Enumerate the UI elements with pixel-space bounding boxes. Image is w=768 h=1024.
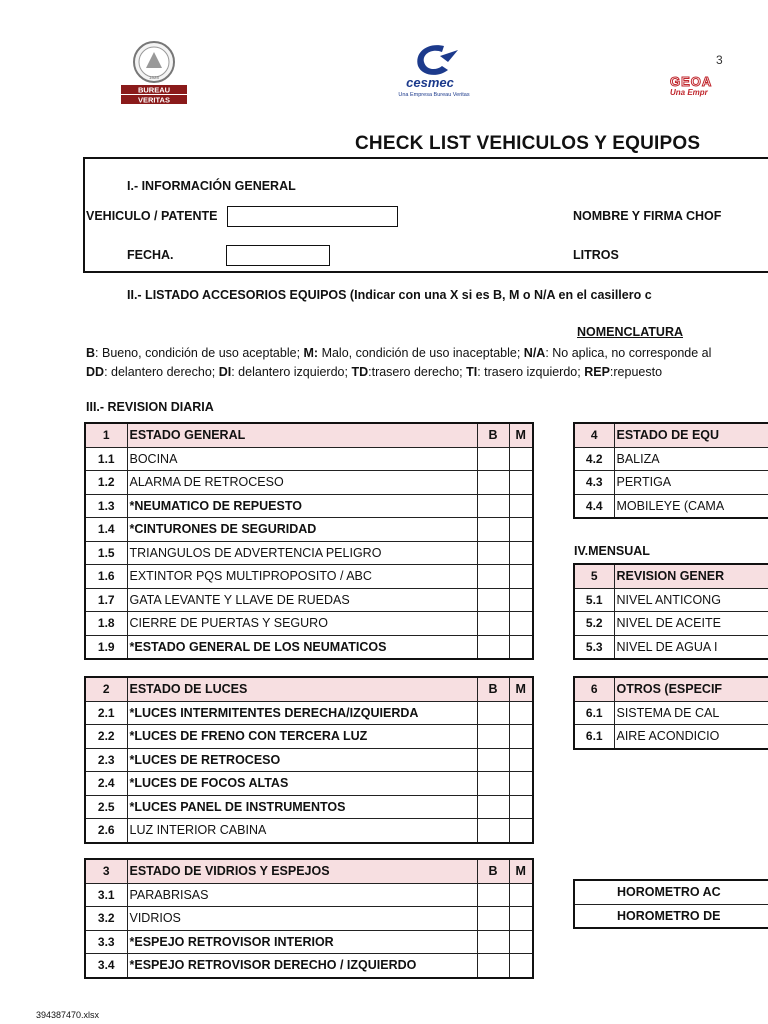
item-number: 1.8 bbox=[85, 612, 127, 636]
table-row bbox=[85, 494, 533, 518]
table-row bbox=[574, 701, 768, 725]
item-label: *LUCES DE FOCOS ALTAS bbox=[127, 772, 477, 796]
section-title: OTROS (ESPECIF bbox=[614, 677, 768, 701]
check-m-cell[interactable] bbox=[509, 541, 533, 565]
item-number: 1.1 bbox=[85, 447, 127, 471]
check-b-cell[interactable] bbox=[477, 725, 509, 749]
item-label: BALIZA bbox=[614, 447, 768, 471]
item-label: NIVEL DE ACEITE bbox=[614, 612, 768, 636]
col-m-header: M bbox=[509, 677, 533, 701]
bv-line2: VERITAS bbox=[138, 95, 170, 105]
table-row bbox=[85, 907, 533, 931]
check-m-cell[interactable] bbox=[509, 635, 533, 659]
item-label: LUZ INTERIOR CABINA bbox=[127, 819, 477, 843]
section-number: 1 bbox=[85, 423, 127, 447]
col-m-header: M bbox=[509, 423, 533, 447]
check-m-cell[interactable] bbox=[509, 954, 533, 978]
check-b-cell[interactable] bbox=[477, 541, 509, 565]
check-m-cell[interactable] bbox=[509, 447, 533, 471]
item-number: 4.2 bbox=[574, 447, 614, 471]
table-row bbox=[574, 612, 768, 636]
check-b-cell[interactable] bbox=[477, 748, 509, 772]
table-otros bbox=[573, 676, 768, 750]
item-label: PERTIGA bbox=[614, 471, 768, 495]
table-row bbox=[85, 588, 533, 612]
page-title: CHECK LIST VEHICULOS Y EQUIPOS bbox=[355, 133, 701, 154]
table-row bbox=[574, 494, 768, 518]
table-row bbox=[85, 612, 533, 636]
geo-tagline: Una Empr bbox=[670, 88, 708, 97]
table-row bbox=[85, 795, 533, 819]
check-b-cell[interactable] bbox=[477, 518, 509, 542]
table-row bbox=[574, 635, 768, 659]
item-label: *LUCES INTERMITENTES DERECHA/IZQUIERDA bbox=[127, 701, 477, 725]
item-number: 1.4 bbox=[85, 518, 127, 542]
table-row bbox=[85, 883, 533, 907]
table-row bbox=[574, 725, 768, 749]
check-b-cell[interactable] bbox=[477, 954, 509, 978]
item-number: 1.6 bbox=[85, 565, 127, 589]
bv-year: 1828 bbox=[148, 75, 160, 80]
check-b-cell[interactable] bbox=[477, 819, 509, 843]
check-m-cell[interactable] bbox=[509, 748, 533, 772]
nomenclatura-title: NOMENCLATURA bbox=[577, 325, 684, 339]
section3-heading: III.- REVISION DIARIA bbox=[86, 400, 214, 414]
table-row bbox=[574, 471, 768, 495]
col-b-header: B bbox=[477, 423, 509, 447]
table-row bbox=[85, 541, 533, 565]
item-label: NIVEL ANTICONG bbox=[614, 588, 768, 612]
section-title: ESTADO DE LUCES bbox=[127, 677, 477, 701]
item-number: 2.1 bbox=[85, 701, 127, 725]
page-marker: 3 bbox=[716, 53, 723, 67]
check-b-cell[interactable] bbox=[477, 772, 509, 796]
check-m-cell[interactable] bbox=[509, 883, 533, 907]
item-label: AIRE ACONDICIO bbox=[614, 725, 768, 749]
check-m-cell[interactable] bbox=[509, 907, 533, 931]
section2-heading: II.- LISTADO ACCESORIOS EQUIPOS (Indicar con una X si es B, M o N/A en el casillero c bbox=[127, 288, 652, 302]
item-label: *CINTURONES DE SEGURIDAD bbox=[127, 518, 477, 542]
horometro-row[interactable]: HOROMETRO AC bbox=[574, 880, 768, 904]
item-number: 2.5 bbox=[85, 795, 127, 819]
table-row bbox=[85, 701, 533, 725]
item-number: 4.3 bbox=[574, 471, 614, 495]
cesmec-tagline: Una Empresa Bureau Veritas bbox=[398, 92, 470, 98]
check-b-cell[interactable] bbox=[477, 883, 509, 907]
item-number: 1.3 bbox=[85, 494, 127, 518]
item-number: 3.3 bbox=[85, 930, 127, 954]
check-m-cell[interactable] bbox=[509, 772, 533, 796]
item-number: 3.2 bbox=[85, 907, 127, 931]
check-b-cell[interactable] bbox=[477, 471, 509, 495]
item-label: TRIANGULOS DE ADVERTENCIA PELIGRO bbox=[127, 541, 477, 565]
table-row bbox=[85, 930, 533, 954]
table-horometros bbox=[573, 879, 768, 929]
item-number: 1.5 bbox=[85, 541, 127, 565]
check-m-cell[interactable] bbox=[509, 471, 533, 495]
table-row bbox=[85, 954, 533, 978]
check-m-cell[interactable] bbox=[509, 795, 533, 819]
item-number: 2.3 bbox=[85, 748, 127, 772]
table-estado-equipos bbox=[573, 422, 768, 519]
item-number: 6.1 bbox=[574, 701, 614, 725]
check-m-cell[interactable] bbox=[509, 701, 533, 725]
item-number: 4.4 bbox=[574, 494, 614, 518]
check-b-cell[interactable] bbox=[477, 907, 509, 931]
fecha-label: FECHA. bbox=[127, 248, 174, 262]
table-row bbox=[85, 518, 533, 542]
table-revision-general bbox=[573, 563, 768, 660]
mensual-heading: IV.MENSUAL bbox=[574, 544, 650, 558]
table-row bbox=[85, 471, 533, 495]
geo-logo bbox=[668, 50, 768, 100]
col-m-header: M bbox=[509, 859, 533, 883]
section-number: 5 bbox=[574, 564, 614, 588]
geo-name: GEOA bbox=[670, 74, 713, 89]
section-number: 3 bbox=[85, 859, 127, 883]
fecha-field[interactable] bbox=[226, 245, 330, 266]
table-row bbox=[85, 725, 533, 749]
check-m-cell[interactable] bbox=[509, 565, 533, 589]
item-number: 1.7 bbox=[85, 588, 127, 612]
check-m-cell[interactable] bbox=[509, 930, 533, 954]
check-m-cell[interactable] bbox=[509, 612, 533, 636]
check-m-cell[interactable] bbox=[509, 518, 533, 542]
litros-label: LITROS bbox=[573, 248, 619, 262]
item-label: *ESPEJO RETROVISOR DERECHO / IZQUIERDO bbox=[127, 954, 477, 978]
item-label: CIERRE DE PUERTAS Y SEGURO bbox=[127, 612, 477, 636]
item-number: 2.6 bbox=[85, 819, 127, 843]
table-estado-luces bbox=[84, 676, 534, 844]
check-m-cell[interactable] bbox=[509, 494, 533, 518]
bv-line1: BUREAU bbox=[137, 85, 171, 95]
check-b-cell[interactable] bbox=[477, 588, 509, 612]
section1-heading: I.- INFORMACIÓN GENERAL bbox=[127, 179, 296, 193]
section-title: ESTADO DE EQU bbox=[614, 423, 768, 447]
check-m-cell[interactable] bbox=[509, 725, 533, 749]
check-b-cell[interactable] bbox=[477, 701, 509, 725]
item-label: PARABRISAS bbox=[127, 883, 477, 907]
table-row bbox=[85, 772, 533, 796]
table-row bbox=[85, 565, 533, 589]
col-b-header: B bbox=[477, 859, 509, 883]
item-number: 1.9 bbox=[85, 635, 127, 659]
table-row bbox=[85, 819, 533, 843]
table-row bbox=[85, 447, 533, 471]
item-number: 5.2 bbox=[574, 612, 614, 636]
item-label: *LUCES PANEL DE INSTRUMENTOS bbox=[127, 795, 477, 819]
table-vidrios-espejos bbox=[84, 858, 534, 979]
check-b-cell[interactable] bbox=[477, 930, 509, 954]
table-row bbox=[574, 447, 768, 471]
bureau-veritas-logo bbox=[118, 38, 190, 106]
item-label: EXTINTOR PQS MULTIPROPOSITO / ABC bbox=[127, 565, 477, 589]
item-label: BOCINA bbox=[127, 447, 477, 471]
section-title: ESTADO DE VIDRIOS Y ESPEJOS bbox=[127, 859, 477, 883]
section-number: 6 bbox=[574, 677, 614, 701]
cesmec-logo bbox=[386, 40, 486, 100]
table-row bbox=[85, 635, 533, 659]
vehiculo-label: VEHICULO / PATENTE bbox=[86, 209, 218, 223]
vehiculo-patente-field[interactable] bbox=[227, 206, 398, 227]
item-number: 5.3 bbox=[574, 635, 614, 659]
item-label: GATA LEVANTE Y LLAVE DE RUEDAS bbox=[127, 588, 477, 612]
item-number: 3.4 bbox=[85, 954, 127, 978]
check-m-cell[interactable] bbox=[509, 819, 533, 843]
nomenclatura-line1: B: Bueno, condición de uso aceptable; M: Malo, condición de uso inaceptable; N/A: No aplica, no corresponde al bbox=[86, 346, 712, 360]
item-number: 6.1 bbox=[574, 725, 614, 749]
section-title: REVISION GENER bbox=[614, 564, 768, 588]
item-number: 3.1 bbox=[85, 883, 127, 907]
item-number: 5.1 bbox=[574, 588, 614, 612]
item-number: 2.4 bbox=[85, 772, 127, 796]
table-row bbox=[574, 588, 768, 612]
check-b-cell[interactable] bbox=[477, 612, 509, 636]
check-b-cell[interactable] bbox=[477, 795, 509, 819]
table-estado-general bbox=[84, 422, 534, 660]
item-label: *LUCES DE FRENO CON TERCERA LUZ bbox=[127, 725, 477, 749]
item-label: NIVEL DE AGUA I bbox=[614, 635, 768, 659]
check-b-cell[interactable] bbox=[477, 494, 509, 518]
item-number: 1.2 bbox=[85, 471, 127, 495]
check-b-cell[interactable] bbox=[477, 635, 509, 659]
section-number: 4 bbox=[574, 423, 614, 447]
item-label: *LUCES DE RETROCESO bbox=[127, 748, 477, 772]
item-label: *ESTADO GENERAL DE LOS NEUMATICOS bbox=[127, 635, 477, 659]
item-label: ALARMA DE RETROCESO bbox=[127, 471, 477, 495]
check-b-cell[interactable] bbox=[477, 565, 509, 589]
table-row bbox=[85, 748, 533, 772]
check-m-cell[interactable] bbox=[509, 588, 533, 612]
nomenclatura-line2: DD: delantero derecho; DI: delantero izquierdo; TD:trasero derecho; TI: trasero izquierdo; REP:repuesto bbox=[86, 365, 663, 379]
item-label: *ESPEJO RETROVISOR INTERIOR bbox=[127, 930, 477, 954]
item-label: VIDRIOS bbox=[127, 907, 477, 931]
item-label: *NEUMATICO DE REPUESTO bbox=[127, 494, 477, 518]
section-title: ESTADO GENERAL bbox=[127, 423, 477, 447]
col-b-header: B bbox=[477, 677, 509, 701]
check-b-cell[interactable] bbox=[477, 447, 509, 471]
cesmec-name: cesmec bbox=[406, 75, 454, 90]
item-label: SISTEMA DE CAL bbox=[614, 701, 768, 725]
nombre-firma-label: NOMBRE Y FIRMA CHOF bbox=[573, 209, 722, 223]
section-number: 2 bbox=[85, 677, 127, 701]
footer-filename: 394387470.xlsx bbox=[36, 1010, 100, 1020]
item-label: MOBILEYE (CAMA bbox=[614, 494, 768, 518]
item-number: 2.2 bbox=[85, 725, 127, 749]
horometro-row[interactable]: HOROMETRO DE bbox=[574, 904, 768, 928]
